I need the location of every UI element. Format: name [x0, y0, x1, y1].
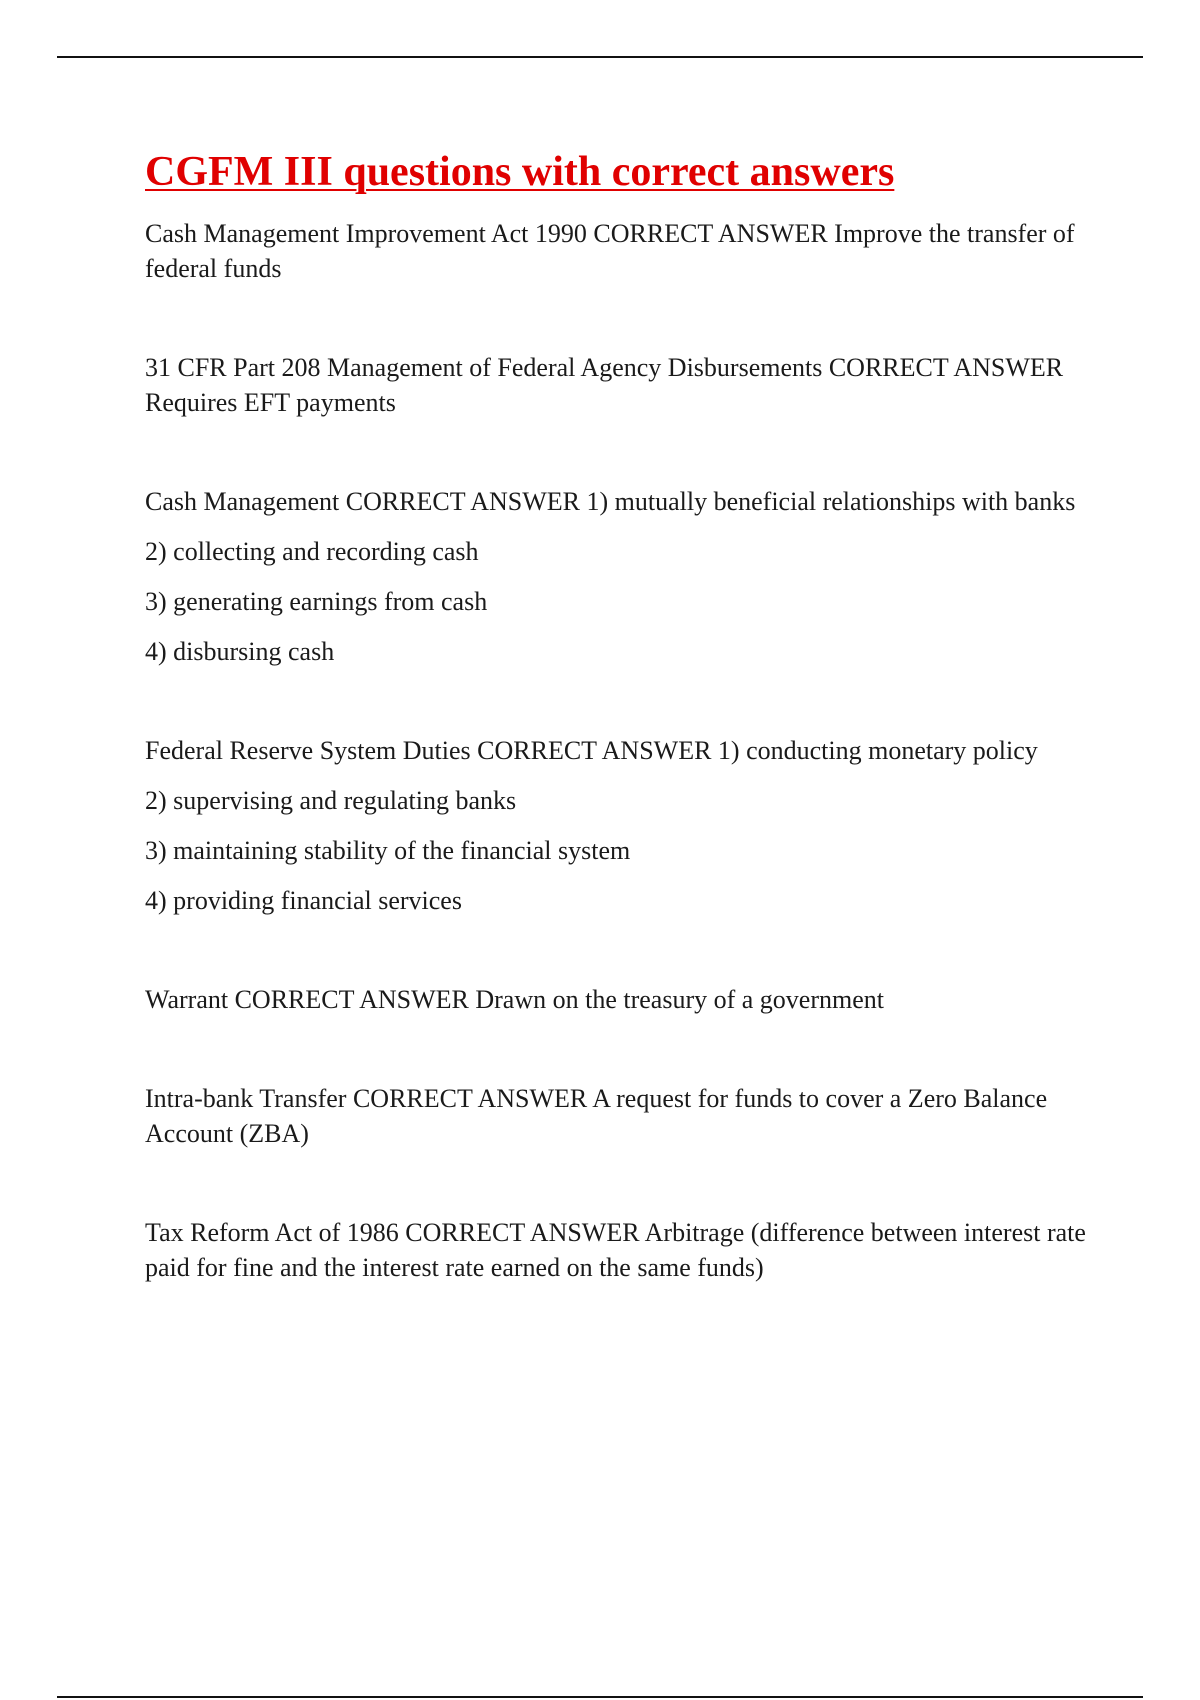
qa-list-item: 2) collecting and recording cash — [145, 537, 479, 566]
qa-text: Tax Reform Act of 1986 CORRECT ANSWER Arbitrage (difference between interest rate paid for fine and the interest rate earned on the same funds) — [145, 1218, 1086, 1282]
header-rule — [57, 56, 1143, 58]
qa-list-item: 2) supervising and regulating banks — [145, 786, 517, 815]
qa-entry-warrant — [145, 982, 1090, 1017]
qa-entry-federal-reserve-duties — [145, 733, 1090, 918]
qa-list-item: 4) providing financial services — [145, 886, 462, 915]
qa-text: Intra-bank Transfer CORRECT ANSWER A request for funds to cover a Zero Balance Account (ZBA) — [145, 1084, 1048, 1148]
qa-text: Warrant CORRECT ANSWER Drawn on the treasury of a government — [145, 985, 884, 1014]
qa-list — [145, 216, 1090, 1285]
qa-text: Federal Reserve System Duties CORRECT ANSWER 1) conducting monetary policy — [145, 736, 1038, 765]
qa-text: Cash Management Improvement Act 1990 CORRECT ANSWER Improve the transfer of federal funds — [145, 219, 1075, 283]
qa-entry-31-cfr-part-208 — [145, 350, 1090, 420]
qa-text: 31 CFR Part 208 Management of Federal Agency Disbursements CORRECT ANSWER Requires EFT payments — [145, 353, 1064, 417]
footer-rule — [57, 1696, 1143, 1698]
qa-text: Cash Management CORRECT ANSWER 1) mutually beneficial relationships with banks — [145, 487, 1076, 516]
qa-list-item: 4) disbursing cash — [145, 637, 335, 666]
qa-list-item: 3) generating earnings from cash — [145, 587, 488, 616]
qa-entry-intra-bank-transfer — [145, 1081, 1090, 1151]
document-title: CGFM III questions with correct answers — [145, 149, 895, 195]
document-body — [145, 148, 1090, 1285]
qa-list-item: 3) maintaining stability of the financial system — [145, 836, 631, 865]
qa-entry-tax-reform-act-1986 — [145, 1215, 1090, 1285]
qa-entry-cash-management-improvement-act — [145, 216, 1090, 286]
qa-entry-cash-management — [145, 484, 1090, 669]
